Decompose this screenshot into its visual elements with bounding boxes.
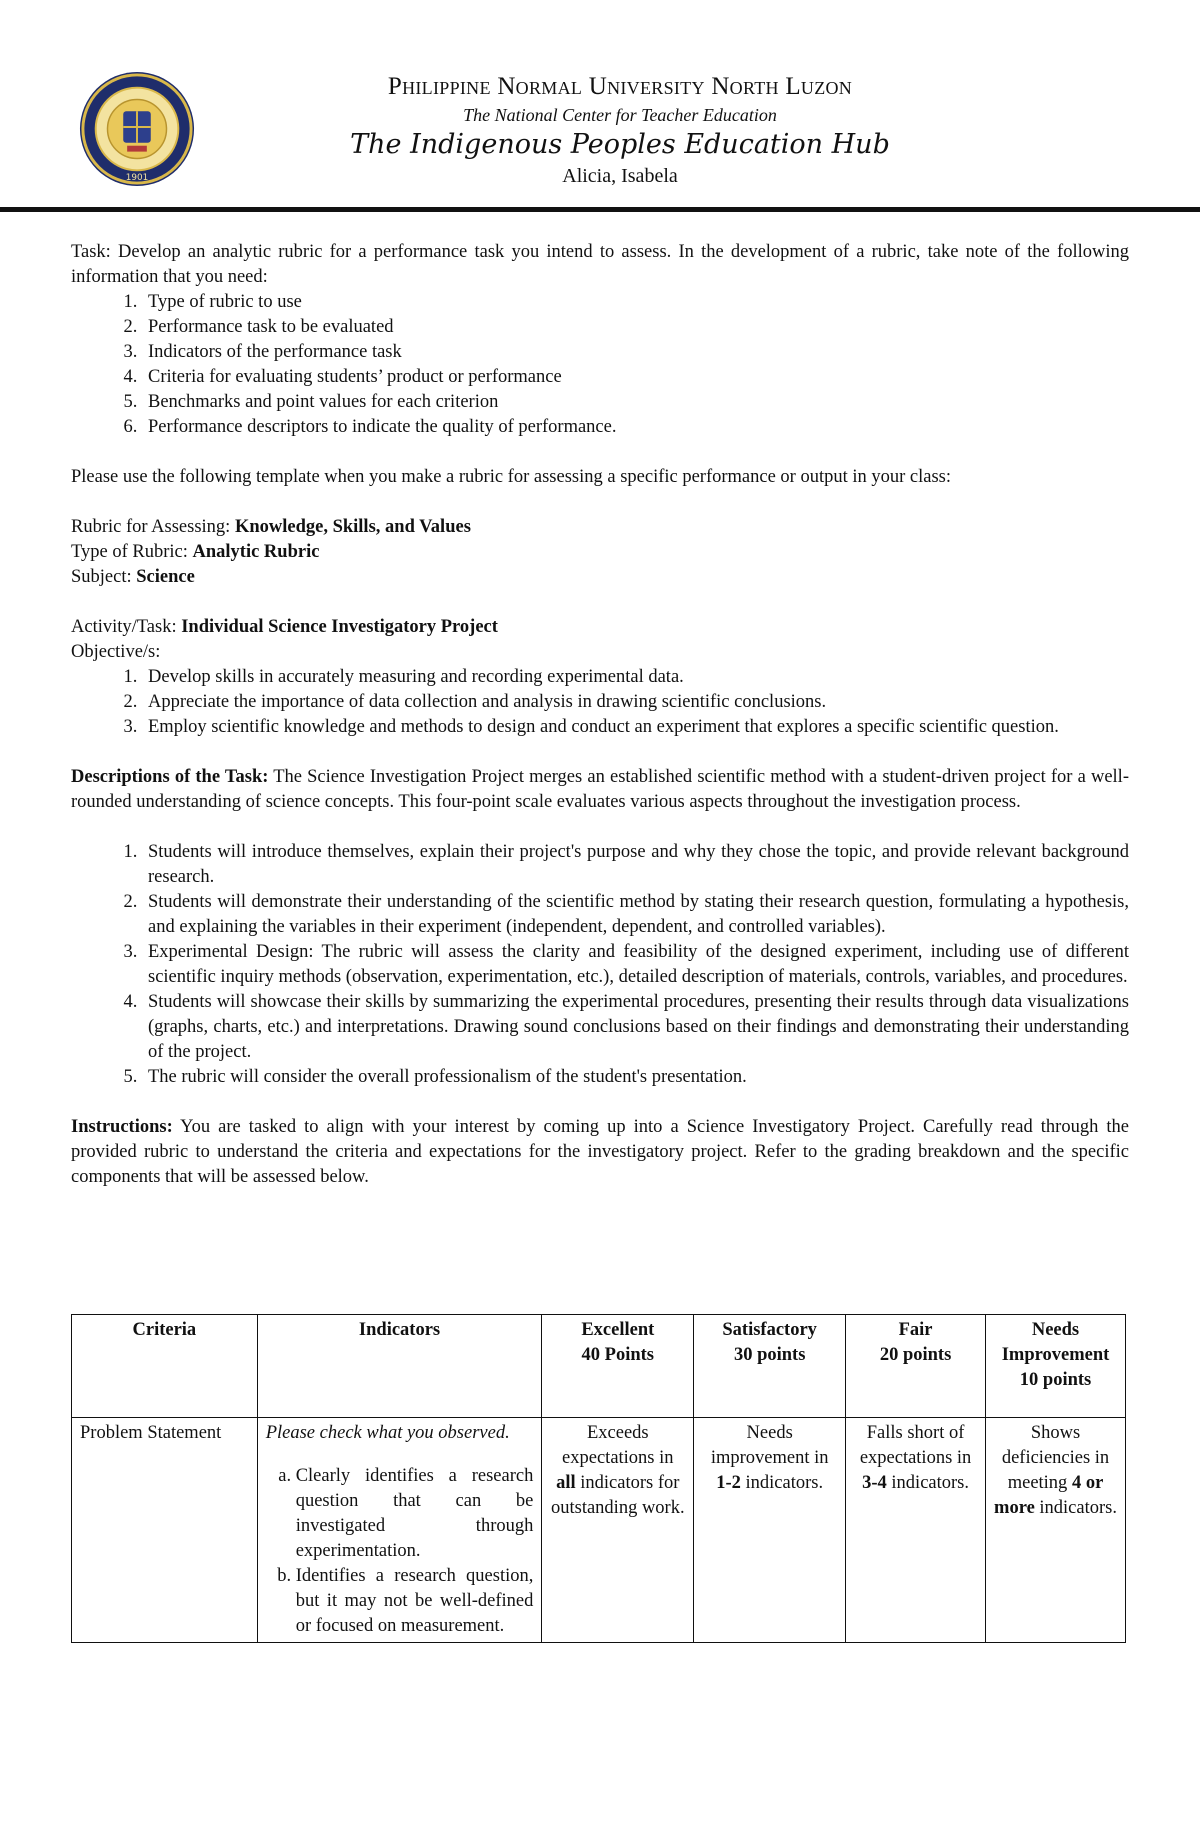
instructions-text: You are tasked to align with your interest by coming up into a Science Investigatory Project. Carefully read through the provided rubric to understand the criteria and expectations for the investigatory project. Refer to the grading breakdown and the specific components that will be assessed below.	[71, 1117, 1129, 1187]
list-item: 5. Benchmarks and point values for each criterion	[142, 390, 1129, 415]
rubric-table	[71, 1314, 1126, 1643]
header-indicators: Indicators	[257, 1315, 542, 1418]
list-item: 4. Criteria for evaluating students’ product or performance	[142, 365, 1129, 390]
list-item: b. Identifies a research question, but it may not be well-defined or focused on measurement.	[296, 1564, 534, 1639]
list-item: 6. Performance descriptors to indicate the quality of performance.	[142, 415, 1129, 440]
subject-label: Subject:	[71, 567, 137, 587]
list-item: 3. Experimental Design: The rubric will assess the clarity and feasibility of the designed experiment, including use of different scientific inquiry methods (observation, experimentation, etc.), detailed description of materials, controls, variables, and procedures.	[142, 940, 1129, 990]
satisfactory-descriptor: Needs improvement in 1-2 indicators.	[694, 1418, 846, 1643]
header-satisfactory: Satisfactory 30 points	[694, 1315, 846, 1418]
task-intro: Task: Develop an analytic rubric for a performance task you intend to assess. In the development of a rubric, take note of the following information that you need:	[71, 242, 1129, 287]
university-location: Alicia, Isabela	[562, 165, 678, 187]
rubric-for-line	[71, 515, 1129, 540]
list-item: 3. Indicators of the performance task	[142, 340, 1129, 365]
instructions-label: Instructions:	[71, 1117, 173, 1137]
list-item: 2. Appreciate the importance of data collection and analysis in drawing scientific conclusions.	[142, 690, 1129, 715]
list-item: 1. Type of rubric to use	[142, 290, 1129, 315]
list-item: 1. Students will introduce themselves, explain their project's purpose and why they chose the topic, and provide relevant background research.	[142, 840, 1129, 890]
instructions	[71, 1115, 1129, 1190]
activity-value: Individual Science Investigatory Project	[181, 617, 498, 637]
indicators-cell	[257, 1418, 542, 1643]
list-item: 1. Develop skills in accurately measuring and recording experimental data.	[142, 665, 1129, 690]
activity-label: Activity/Task:	[71, 617, 182, 637]
subject-value: Science	[136, 567, 195, 587]
list-item: a. Clearly identifies a research question that can be investigated through experimentation.	[296, 1464, 534, 1564]
seal-year: 1901	[125, 173, 149, 184]
rubric-type-line	[71, 540, 1129, 565]
university-name: Philippine Normal University North Luzon	[387, 73, 853, 100]
task-description	[71, 765, 1129, 815]
excellent-descriptor: Exceeds expectations in all indicators for outstanding work.	[542, 1418, 694, 1643]
header-criteria: Criteria	[72, 1315, 258, 1418]
rubric-for-label: Rubric for Assessing:	[71, 517, 235, 537]
document-body	[71, 240, 1129, 1190]
description-text: The Science Investigation Project merges an established scientific method with a student-driven project for a well-rounded understanding of science concepts. This four-point scale evaluates various aspects throughout the investigation process.	[71, 767, 1129, 812]
description-list	[71, 840, 1129, 1090]
list-item: 2. Performance task to be evaluated	[142, 315, 1129, 340]
list-item: 5. The rubric will consider the overall professionalism of the student's presentation.	[142, 1065, 1129, 1090]
table-header-row	[72, 1315, 1126, 1418]
university-tagline: The National Center for Teacher Education	[463, 105, 777, 125]
objectives-list	[71, 665, 1129, 740]
table-row	[72, 1418, 1126, 1643]
list-item: 4. Students will showcase their skills by summarizing the experimental procedures, presenting their results through data visualizations (graphs, charts, etc.) and interpretations. Drawing sound conclusions based on their findings and demonstrating their understanding of the project.	[142, 990, 1129, 1065]
template-note: Please use the following template when you make a rubric for assessing a specific performance or output in your class:	[71, 467, 952, 487]
fair-descriptor: Falls short of expectations in 3-4 indicators.	[846, 1418, 986, 1643]
header-needs-improvement: Needs Improvement 10 points	[986, 1315, 1126, 1418]
subject-line	[71, 565, 1129, 590]
list-item: 3. Employ scientific knowledge and methods to design and conduct an experiment that explores a specific scientific question.	[142, 715, 1129, 740]
university-seal-icon	[78, 70, 196, 188]
task-requirements-list	[71, 290, 1129, 440]
header-fair: Fair 20 points	[846, 1315, 986, 1418]
rubric-for-value: Knowledge, Skills, and Values	[234, 517, 471, 537]
list-item: 2. Students will demonstrate their understanding of the scientific method by stating their research question, formulating a hypothesis, and explaining the variables in their experiment (independent, dependent, and controlled variables).	[142, 890, 1129, 940]
description-label: Descriptions of the Task:	[71, 767, 269, 787]
hub-name: The Indigenous Peoples Education Hub	[350, 129, 890, 160]
header-excellent: Excellent 40 Points	[542, 1315, 694, 1418]
criterion-cell: Problem Statement	[72, 1418, 258, 1643]
indicator-prompt: Please check what you observed.	[265, 1423, 510, 1443]
objectives-label: Objective/s:	[71, 642, 161, 662]
activity-line	[71, 615, 1129, 640]
rubric-type-label: Type of Rubric:	[71, 542, 193, 562]
header-divider	[0, 207, 1200, 212]
rubric-type-value: Analytic Rubric	[192, 542, 320, 562]
needs-improvement-descriptor: Shows deficiencies in meeting 4 or more indicators.	[986, 1418, 1126, 1643]
indicator-list	[266, 1464, 534, 1639]
letterhead	[0, 60, 1200, 210]
